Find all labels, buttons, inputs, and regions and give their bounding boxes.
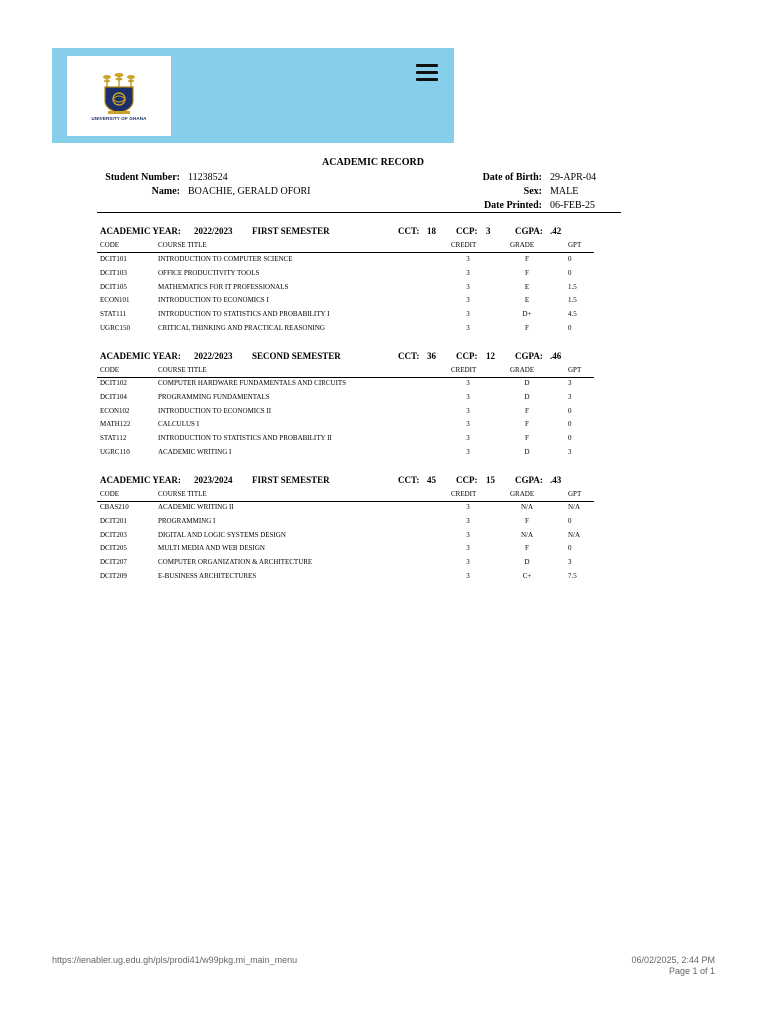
- footer-datetime: 06/02/2025, 2:44 PM: [631, 955, 715, 965]
- header-bar: [52, 48, 454, 143]
- course-list: [100, 378, 594, 461]
- table-row: STAT112 INTRODUCTION TO STATISTICS AND PROBABILITY II 3 F 0: [100, 434, 572, 443]
- table-row: DCIT209 E-BUSINESS ARCHITECTURES 3 C+ 7.5: [100, 571, 577, 580]
- column-headers: CODE COURSE TITLE CREDIT GRADE GPT: [100, 490, 582, 498]
- document-title: ACADEMIC RECORD: [322, 157, 424, 168]
- hamburger-menu-icon[interactable]: [416, 64, 438, 84]
- column-headers: CODE COURSE TITLE CREDIT GRADE GPT: [100, 366, 582, 374]
- table-row: ECON101 INTRODUCTION TO ECONOMICS I 3 E 1.5: [100, 296, 577, 305]
- table-row: DCIT102 COMPUTER HARDWARE FUNDAMENTALS AND CIRCUITS 3 D 3: [100, 379, 572, 387]
- table-row: DCIT207 COMPUTER ORGANIZATION & ARCHITECTURE 3 D 3: [100, 558, 572, 567]
- semester-header: ACADEMIC YEAR: 2023/2024 FIRST SEMESTER CCT: 45 CCP: 15 CGPA: .43: [100, 475, 562, 485]
- table-row: UGRC150 CRITICAL THINKING AND PRACTICAL REASONING 3 F 0: [100, 323, 572, 332]
- divider: [97, 212, 621, 213]
- date-printed-label: Date Printed:: [483, 200, 542, 211]
- dob-label: Date of Birth:: [482, 172, 542, 183]
- table-row: MATH122 CALCULUS I 3 F 0: [100, 420, 572, 429]
- sex-value: MALE: [550, 186, 579, 197]
- student-number-label: Student Number:: [105, 172, 180, 183]
- table-row: DCIT105 MATHEMATICS FOR IT PROFESSIONALS 3 E 1.5: [100, 282, 577, 291]
- course-list: [100, 502, 594, 585]
- semester-header: ACADEMIC YEAR: 2022/2023 SECOND SEMESTER CCT: 36 CCP: 12 CGPA: .46: [100, 351, 562, 361]
- divider: [97, 252, 594, 253]
- table-row: ECON102 INTRODUCTION TO ECONOMICS II 3 F 0: [100, 406, 572, 415]
- logo-text: UNIVERSITY OF GHANA: [91, 116, 147, 121]
- table-row: UGRC110 ACADEMIC WRITING I 3 D 3: [100, 447, 572, 456]
- student-number-value: 11238524: [188, 172, 228, 183]
- table-row: DCIT201 PROGRAMMING I 3 F 0: [100, 516, 572, 525]
- table-row: DCIT101 INTRODUCTION TO COMPUTER SCIENCE 3 F 0: [100, 255, 572, 263]
- sex-label: Sex:: [523, 186, 542, 197]
- footer-url: https://ienabler.ug.edu.gh/pls/prodi41/w99pkg.mi_main_menu: [52, 955, 298, 965]
- table-row: DCIT205 MULTI MEDIA AND WEB DESIGN 3 F 0: [100, 544, 572, 553]
- table-row: STAT111 INTRODUCTION TO STATISTICS AND PROBABILITY I 3 D+ 4.5: [100, 310, 577, 319]
- table-row: DCIT103 OFFICE PRODUCTIVITY TOOLS 3 F 0: [100, 268, 572, 277]
- name-value: BOACHIE, GERALD OFORI: [188, 186, 311, 197]
- date-printed-value: 06-FEB-25: [550, 200, 595, 211]
- university-logo[interactable]: [67, 56, 171, 136]
- name-label: Name:: [151, 186, 180, 197]
- table-row: DCIT203 DIGITAL AND LOGIC SYSTEMS DESIGN 3 N/A N/A: [100, 530, 581, 539]
- footer-page-number: Page 1 of 1: [668, 966, 715, 976]
- crest-icon: [96, 71, 142, 115]
- course-list: [100, 254, 594, 337]
- table-row: DCIT104 PROGRAMMING FUNDAMENTALS 3 D 3: [100, 392, 572, 401]
- table-row: CBAS210 ACADEMIC WRITING II 3 N/A N/A: [100, 503, 581, 511]
- dob-value: 29-APR-04: [550, 172, 597, 183]
- semester-header: ACADEMIC YEAR: 2022/2023 FIRST SEMESTER CCT: 18 CCP: 3 CGPA: .42: [100, 226, 562, 236]
- column-headers: CODE COURSE TITLE CREDIT GRADE GPT: [100, 241, 582, 249]
